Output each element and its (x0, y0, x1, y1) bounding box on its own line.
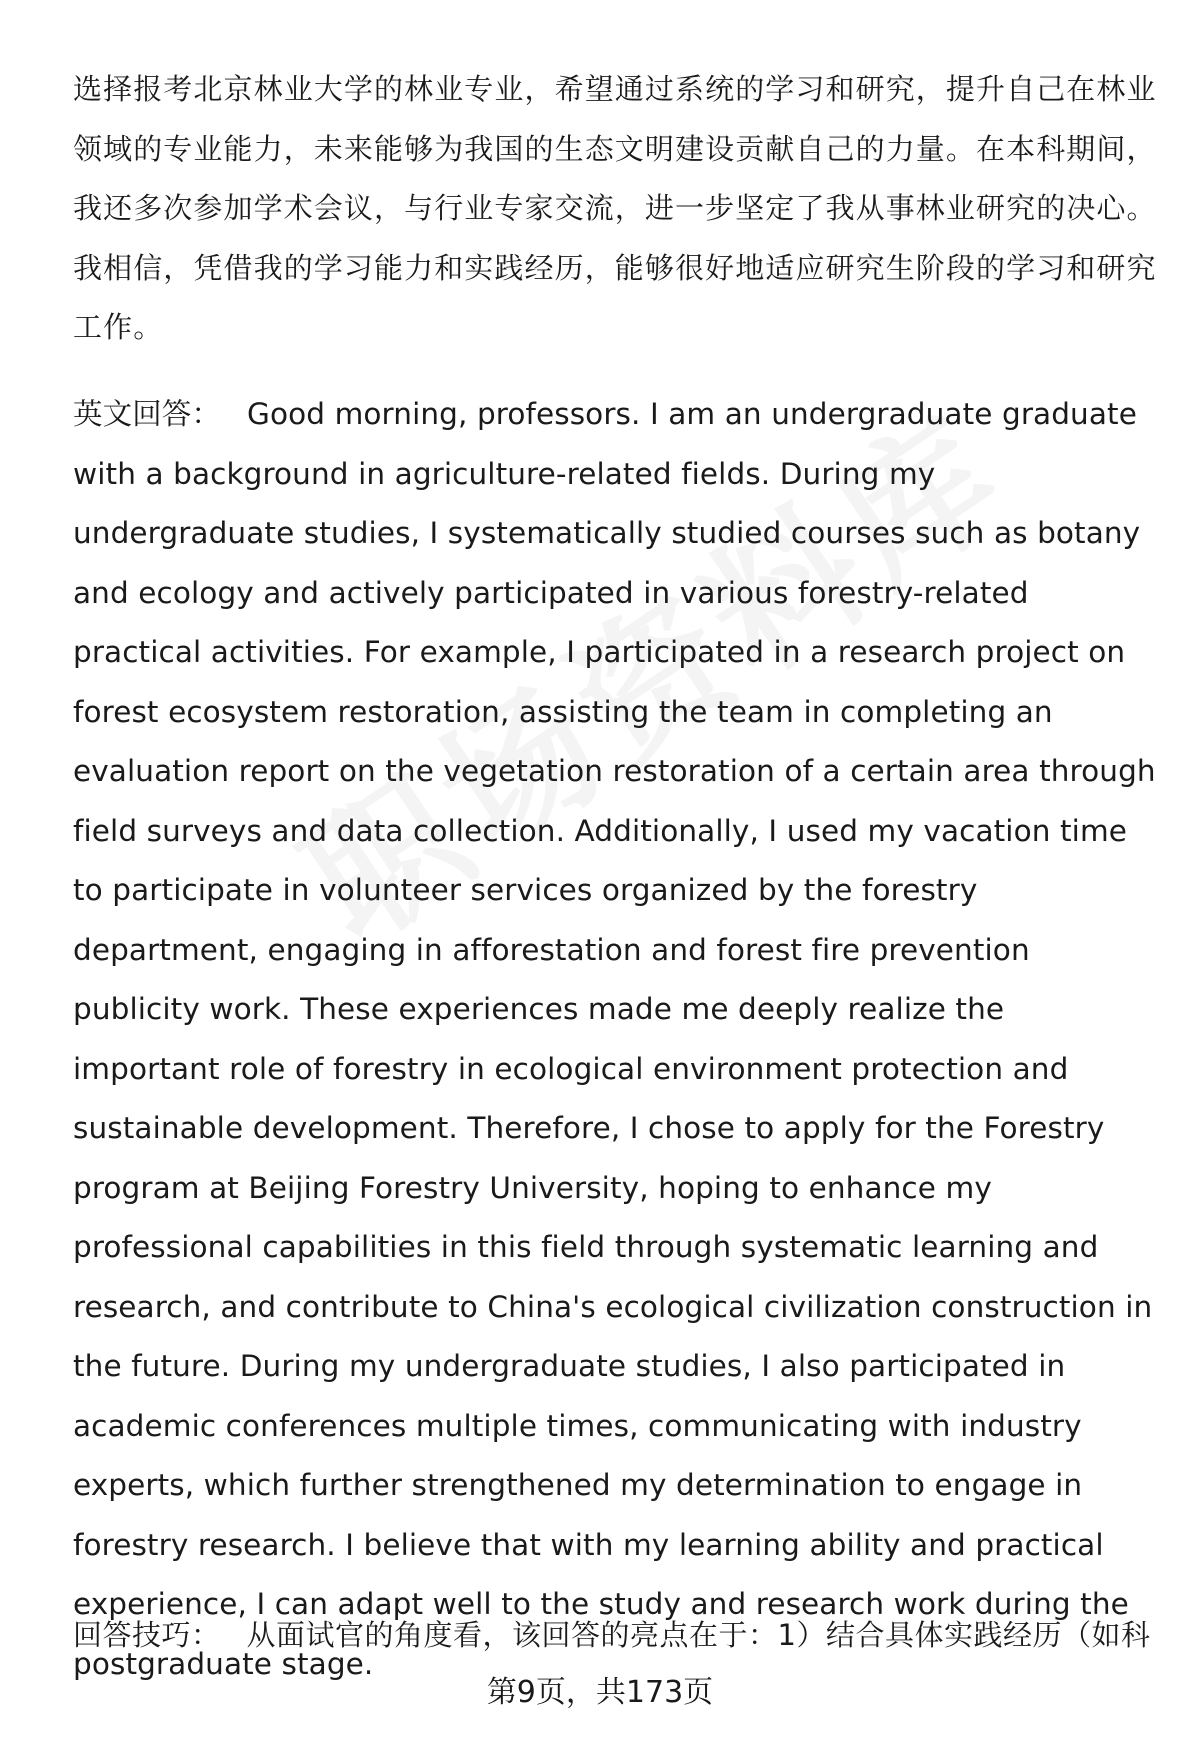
english-answer-label: 英文回答： (73, 397, 222, 431)
english-answer-paragraph (73, 385, 1158, 1694)
answer-tips-label: 回答技巧： (73, 1618, 221, 1652)
answer-tips-paragraph (73, 1606, 1158, 1666)
english-answer-text: Good morning, professors. I am an undergraduate graduate with a background in agriculture-related fields. During my undergraduate studies, I systematically studied courses such as botany and ecology and actively participated in various forestry-related practical activities. For example, I participated in a research project on forest ecosystem restoration, assisting the team in completing an evaluation report on the vegetation restoration of a certain area through field surveys and data collection. Additionally, I used my vacation time to participate in volunteer services organized by the forestry department, engaging in afforestation and forest fire prevention publicity work. These experiences made me deeply realize the important role of forestry in ecological environment protection and sustainable development. Therefore, I chose to apply for the Forestry program at Beijing Forestry University, hoping to enhance my professional capabilities in this field through systematic learning and research, and contribute to China's ecological civilization construction in the future. During my undergraduate studies, I also participated in academic conferences multiple times, communicating with industry experts, which further strengthened my determination to engage in forestry research. I believe that with my learning ability and practical experience, I can adapt well to the study and research work during the postgraduate stage. (73, 397, 1156, 1681)
page-number: 第9页，共173页 (486, 1675, 714, 1710)
chinese-answer-continuation: 选择报考北京林业大学的林业专业，希望通过系统的学习和研究，提升自己在林业领域的专业能力，未来能够为我国的生态文明建设贡献自己的力量。在本科期间，我还多次参加学术会议，与行业专家交流，进一步坚定了我从事林业研究的决心。我相信，凭借我的学习能力和实践经历，能够很好地适应研究生阶段的学习和研究工作。 (73, 72, 1157, 344)
answer-tips-text: 从面试官的角度看，该回答的亮点在于：1）结合具体实践经历（如科 (246, 1618, 1151, 1652)
